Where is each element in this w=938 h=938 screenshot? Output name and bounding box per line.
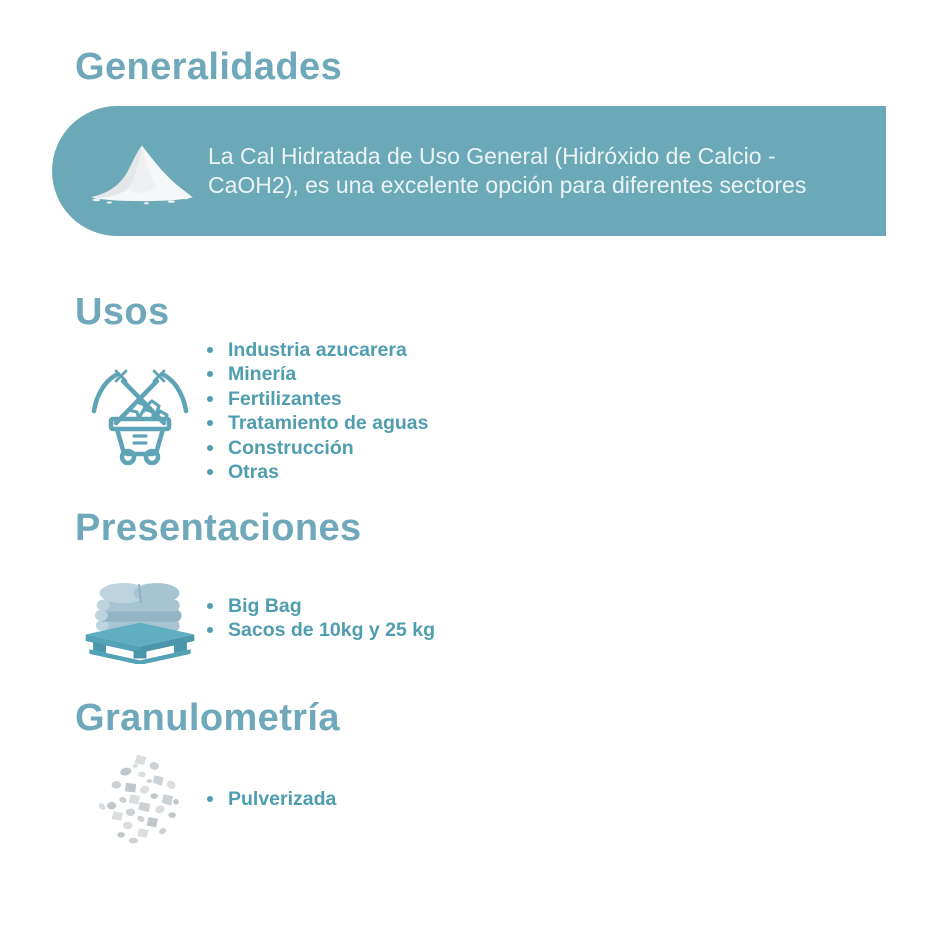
mining-cart-icon — [75, 356, 205, 466]
list-item: Tratamiento de aguas — [205, 411, 428, 435]
section-title-usos: Usos — [75, 291, 170, 333]
granules-icon — [75, 745, 205, 853]
list-item: Pulverizada — [205, 787, 336, 811]
list-item: Big Bag — [205, 594, 435, 618]
pallet-bags-icon — [75, 572, 205, 664]
granulometria-content — [75, 745, 336, 853]
list-item: Minería — [205, 362, 428, 386]
presentaciones-list — [205, 594, 435, 643]
usos-list — [205, 338, 428, 484]
granulometria-list — [205, 787, 336, 811]
list-item: Industria azucarera — [205, 338, 428, 362]
section-title-generalidades: Generalidades — [75, 46, 343, 88]
presentaciones-content — [75, 572, 435, 664]
list-item: Sacos de 10kg y 25 kg — [205, 618, 435, 642]
list-item: Construcción — [205, 436, 428, 460]
banner-description: La Cal Hidratada de Uso General (Hidróxido de Calcio - CaOH2), es una excelente opción para diferentes sectores — [208, 143, 807, 198]
generalidades-banner — [52, 106, 886, 236]
list-item: Fertilizantes — [205, 387, 428, 411]
section-title-presentaciones: Presentaciones — [75, 507, 362, 549]
lime-powder-pile-icon — [86, 134, 198, 208]
usos-content — [75, 338, 428, 484]
list-item: Otras — [205, 460, 428, 484]
section-title-granulometria: Granulometría — [75, 697, 340, 739]
